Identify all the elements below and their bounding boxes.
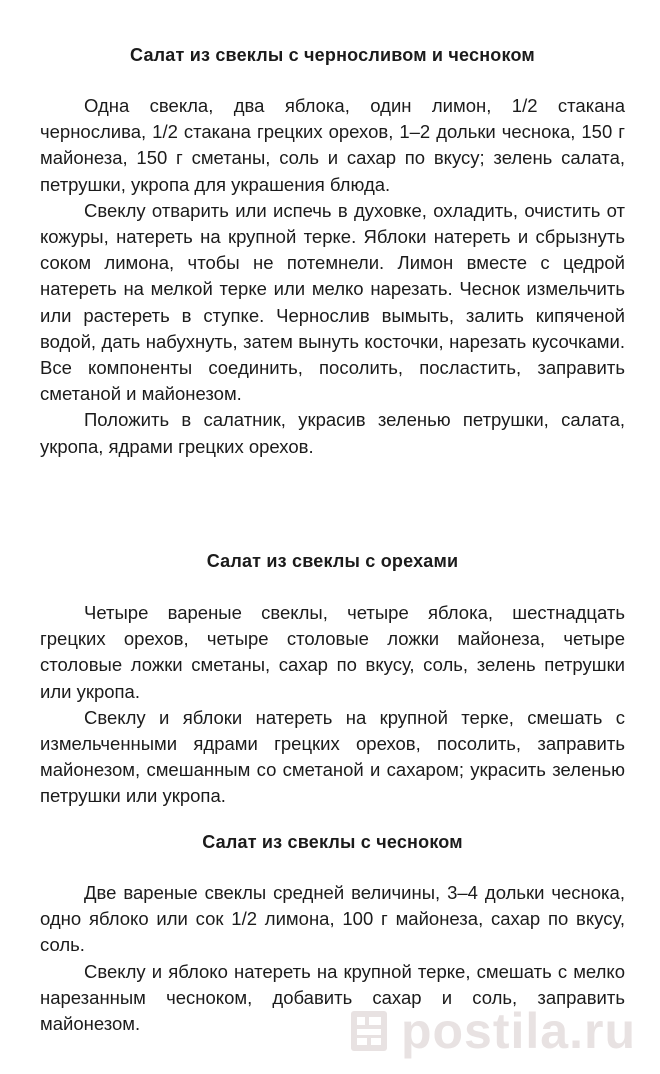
recipe-2-body <box>40 600 625 810</box>
recipe-3-ingredients: Две вареные свеклы средней величины, 3–4 дольки чеснока, одно яблоко или сок 1/2 лимона, 100 г майонеза, сахар по вкусу, соль. <box>40 882 625 956</box>
recipe-1-method: Свеклу отварить или испечь в духовке, охладить, очистить от кожуры, натереть на крупной терке. Яблоки натереть и сбрызнуть соком лимона, чтобы не потемнели. Лимон вместе с цедрой натереть на мелкой терке или мелко нарезать. Чеснок измельчить или растереть в ступке. Чернослив вымыть, залить кипяченой водой, дать набухнуть, затем вынуть косточки, нарезать кусочками. Все компоненты соединить, посолить, посластить, заправить сметаной и майонезом. <box>40 199 625 405</box>
recipe-2-method: Свеклу и яблоки натереть на крупной терке, смешать с измельченными ядрами грецких орехов, посолить, заправить майонезом, смешанным со сметаной и сахаром; украсить зеленью петрушки или укропа. <box>40 706 625 807</box>
recipe-3-title: Салат из свеклы с чесноком <box>202 832 463 852</box>
recipe-1-serving: Положить в салатник, украсив зеленью петрушки, салата, укропа, ядрами грецких орехов. <box>40 409 625 457</box>
recipe-1-title: Салат из свеклы с черносливом и чесноком <box>130 45 535 65</box>
postila-logo-icon <box>347 1007 391 1055</box>
recipe-2-ingredients: Четыре вареные свеклы, четыре яблока, шестнадцать грецких орехов, четыре столовые ложки майонеза, четыре столовые ложки сметаны, сахар по вкусу, соль, зелень петрушки или укропа. <box>40 602 625 702</box>
watermark-text: postila.ru <box>400 1003 636 1059</box>
recipe-2-title: Салат из свеклы с орехами <box>206 551 459 571</box>
recipe-1-ingredients: Одна свекла, два яблока, один лимон, 1/2 стакана чернослива, 1/2 стакана грецких орехов, 1–2 дольки чеснока, 150 г майонеза, 150 г сметаны, соль и сахар по вкусу; зелень салата, петрушки, укропа для украшения блюда. <box>40 95 625 195</box>
recipe-1-body <box>40 93 625 460</box>
recipe-3-method: Свеклу и яблоко натереть на крупной терке, смешать с мелко нарезанным чесноком, добавить сахар и соль, заправить майонезом. <box>40 960 625 1035</box>
watermark <box>347 1002 636 1060</box>
